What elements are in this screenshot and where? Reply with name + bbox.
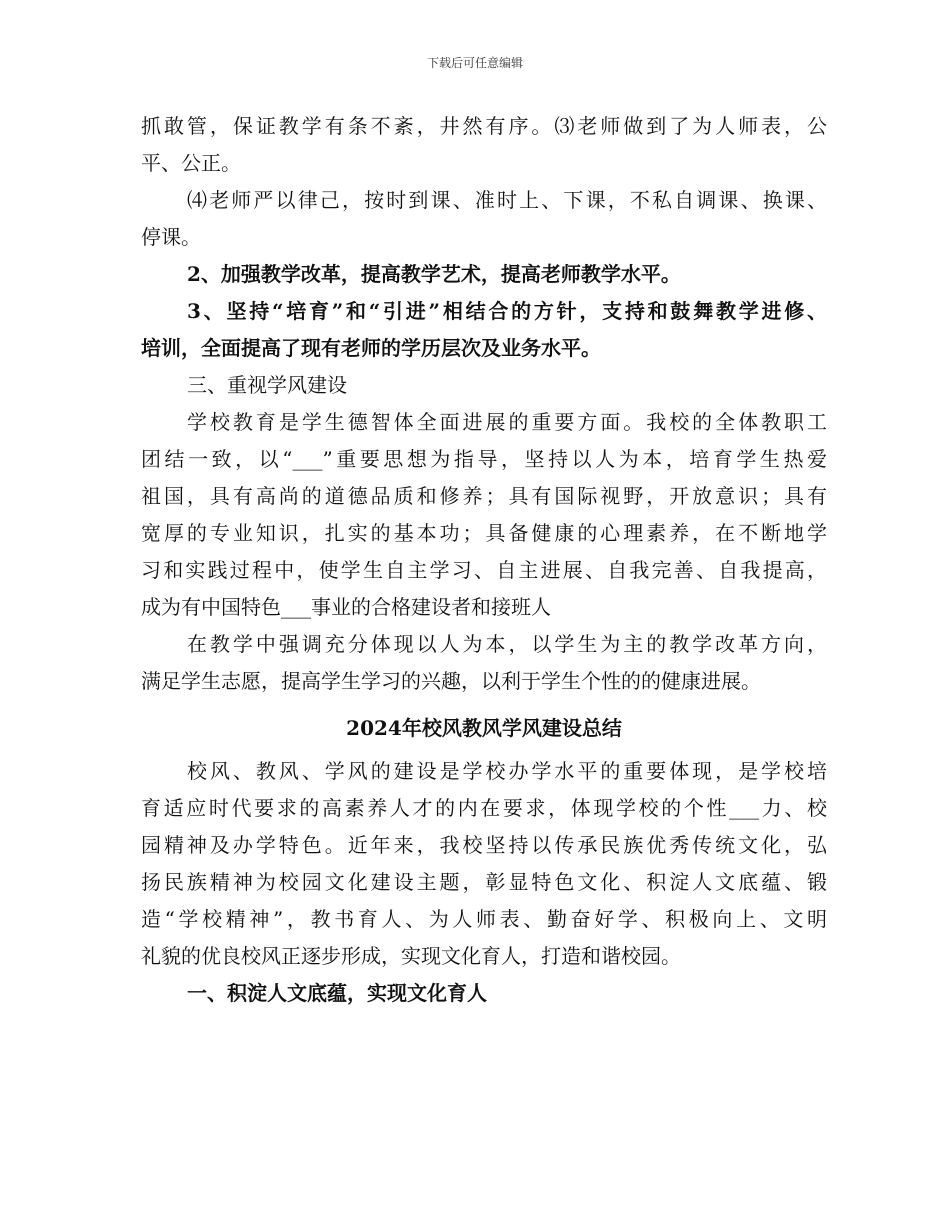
paragraph-line: 造“学校精神”，教书育人、为人师表、勤奋好学、积极向上、文明 [141, 907, 827, 931]
section-heading: 一、积淀人文底蕴，实现文化育人 [187, 981, 487, 1005]
document-title: 2024年校风教风学风建设总结 [346, 716, 622, 740]
bold-item-3-cont: 培训，全面提高了现有老师的学历层次及业务水平。 [141, 336, 601, 360]
paragraph-line: 扬民族精神为校园文化建设主题，彰显特色文化、积淀人文底蕴、锻 [141, 870, 827, 894]
paragraph-line: 祖国，具有高尚的道德品质和修养；具有国际视野，开放意识；具有 [141, 484, 827, 508]
paragraph-line: 在教学中强调充分体现以人为本，以学生为主的教学改革方向， [187, 632, 827, 656]
paragraph-line: 满足学生志愿，提高学生学习的兴趣，以利于学生个性的的健康进展。 [141, 669, 761, 693]
paragraph-line: 抓敢管，保证教学有条不紊，井然有序。⑶老师做到了为人师表，公 [141, 114, 827, 138]
page-header: 下载后可任意编辑 [426, 56, 523, 70]
bold-item-2: 2、加强教学改革，提高教学艺术，提高老师教学水平。 [187, 262, 681, 286]
paragraph-line: 停课。 [141, 225, 201, 249]
document-body [141, 108, 827, 1012]
paragraph-line: 育适应时代要求的高素养人才的内在要求，体现学校的个性___力、校 [141, 796, 827, 820]
paragraph-line: 校风、教风、学风的建设是学校办学水平的重要体现，是学校培 [187, 759, 827, 783]
paragraph-line: 平、公正。 [141, 151, 241, 175]
paragraph-line: 学校教育是学生德智体全面进展的重要方面。我校的全体教职工 [187, 410, 827, 434]
bold-item-3: 3、坚持“培育”和“引进”相结合的方针，支持和鼓舞教学进修、 [187, 299, 827, 323]
paragraph-line: 成为有中国特色___事业的合格建设者和接班人 [141, 595, 551, 619]
paragraph-line: 园精神及办学特色。近年来，我校坚持以传承民族优秀传统文化，弘 [141, 833, 827, 857]
paragraph-line: 宽厚的专业知识，扎实的基本功；具备健康的心理素养，在不断地学 [141, 521, 827, 545]
paragraph-line: 习和实践过程中，使学生自主学习、自主进展、自我完善、自我提高， [141, 558, 827, 582]
section-heading: 三、重视学风建设 [187, 373, 347, 397]
paragraph-line: 礼貌的优良校风正逐步形成，实现文化育人，打造和谐校园。 [141, 944, 681, 968]
paragraph-line: 团结一致，以“___”重要思想为指导，坚持以人为本，培育学生热爱 [141, 447, 827, 471]
paragraph-line: ⑷老师严以律己，按时到课、准时上、下课，不私自调课、换课、 [187, 188, 827, 212]
